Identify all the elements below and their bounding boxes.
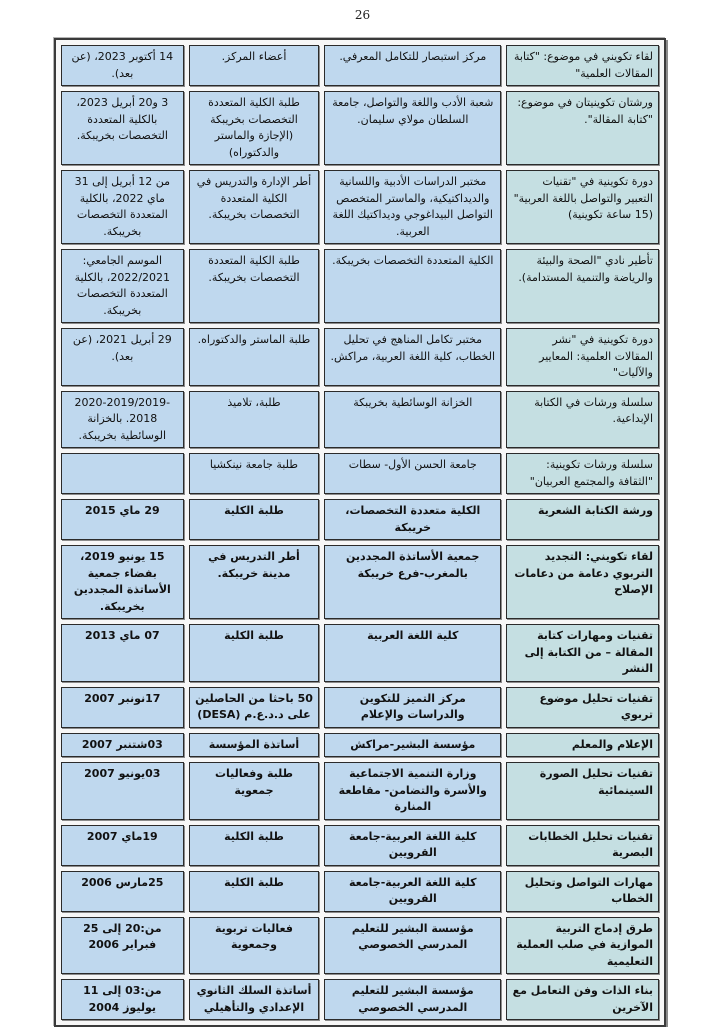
cell-audience: طلبة الكلية المتعددة التخصصات بخريبكة. [189, 249, 320, 323]
cell-audience: طلبة الماستر والدكتوراه. [189, 328, 320, 386]
table-row [61, 624, 659, 682]
cell-organizer: وزارة التنمية الاجتماعية والأسرة والتضامن- مقاطعة المنارة [324, 762, 501, 820]
cell-organizer: الخزانة الوسائطية بخريبكة [324, 391, 501, 449]
cell-audience: طلبة وفعاليات جمعوية [189, 762, 320, 820]
cell-audience: طلبة الكلية [189, 624, 320, 682]
cell-organizer: شعبة الأدب واللغة والتواصل، جامعة السلطان مولاي سليمان. [324, 91, 501, 165]
cell-date [61, 453, 184, 494]
table-row [61, 825, 659, 866]
activities-table-body [61, 45, 659, 1020]
cell-organizer: جمعية الأساتذة المجددين بالمغرب-فرع خريبكة [324, 545, 501, 619]
cell-date: من:03 إلى 11 يوليوز 2004 [61, 979, 184, 1020]
cell-audience: 50 باحثا من الحاصلين على د.د.ع.م (DESA) [189, 687, 320, 728]
table-row [61, 762, 659, 820]
cell-organizer: مختبر الدراسات الأدبية واللسانية والديداكتيكية، والماستر المتخصص التواصل البيداغوجي وديداكتيك اللغة العربية. [324, 170, 501, 244]
cell-audience: أساتذة السلك الثانوي الإعدادي والتأهيلي [189, 979, 320, 1020]
cell-audience: طلبة الكلية [189, 825, 320, 866]
cell-date: من:20 إلى 25 فبراير 2006 [61, 917, 184, 975]
cell-date: 07 ماي 2013 [61, 624, 184, 682]
cell-date: 19ماي 2007 [61, 825, 184, 866]
cell-audience: أطر الإدارة والتدريس في الكلية المتعددة التخصصات بخريبكة. [189, 170, 320, 244]
cell-date: 3 و20 أبريل 2023، بالكلية المتعددة التخصصات بخريبكة. [61, 91, 184, 165]
cell-organizer: مؤسسة البشير للتعليم المدرسي الخصوصي [324, 979, 501, 1020]
cell-activity-title: تقنيات تحليل موضوع تربوي [506, 687, 659, 728]
cell-audience: طلبة الكلية [189, 871, 320, 912]
table-row [61, 733, 659, 758]
cell-date: 17نونبر 2007 [61, 687, 184, 728]
table-row [61, 45, 659, 86]
table-row [61, 545, 659, 619]
cell-activity-title: لقاء تكويني في موضوع: "كتابة المقالات العلمية" [506, 45, 659, 86]
training-activities-table [54, 38, 666, 1027]
cell-audience: طلبة، تلاميذ [189, 391, 320, 449]
cell-activity-title: مهارات التواصل وتحليل الخطاب [506, 871, 659, 912]
cell-organizer: الكلية المتعددة التخصصات بخريبكة. [324, 249, 501, 323]
cell-date: 25مارس 2006 [61, 871, 184, 912]
cell-organizer: مركز التميز للتكوين والدراسات والإعلام [324, 687, 501, 728]
cell-audience: طلبة الكلية [189, 499, 320, 540]
cell-activity-title: ورشتان تكوينيتان في موضوع: "كتابة المقالة". [506, 91, 659, 165]
cell-date: 03شتنبر 2007 [61, 733, 184, 758]
cell-activity-title: طرق إدماج التربية الموازية في صلب العملية التعليمية [506, 917, 659, 975]
cell-activity-title: الإعلام والمعلم [506, 733, 659, 758]
cell-audience: أعضاء المركز. [189, 45, 320, 86]
table-row [61, 871, 659, 912]
cell-date: 15 يونيو 2019، بفضاء جمعية الأساتذة المجددين بخريبكة. [61, 545, 184, 619]
cell-activity-title: دورة تكوينية في "تقنيات التعبير والتواصل باللغة العربية" (15 ساعة تكوينية) [506, 170, 659, 244]
cell-activity-title: ورشة الكتابة الشعرية [506, 499, 659, 540]
cell-activity-title: تأطير نادي "الصحة والبيئة والرياضة والتنمية المستدامة). [506, 249, 659, 323]
cell-activity-title: تقنيات ومهارات كتابة المقالة – من الكتابة إلى النشر [506, 624, 659, 682]
cell-organizer: مؤسسة البشير-مراكش [324, 733, 501, 758]
cell-date: 2020-2019/2019-2018. بالخزانة الوسائطية بخريبكة. [61, 391, 184, 449]
table-row [61, 687, 659, 728]
cell-organizer: مركز استبصار للتكامل المعرفي. [324, 45, 501, 86]
table-row [61, 170, 659, 244]
page-number: 26 [354, 8, 371, 22]
cell-date: 03يونيو 2007 [61, 762, 184, 820]
table-row [61, 328, 659, 386]
cell-audience: طلبة جامعة نينكشيا [189, 453, 320, 494]
table-row [61, 499, 659, 540]
table-row [61, 91, 659, 165]
cell-activity-title: لقاء تكويني: التجديد التربوي دعامة من دعامات الإصلاح [506, 545, 659, 619]
cell-date: 14 أكتوبر 2023، (عن بعد). [61, 45, 184, 86]
cell-activity-title: تقنيات تحليل الخطابات البصرية [506, 825, 659, 866]
cell-organizer: مختبر تكامل المناهج في تحليل الخطاب، كلية اللغة العربية، مراكش. [324, 328, 501, 386]
table-row [61, 391, 659, 449]
cell-activity-title: تقنيات تحليل الصورة السينمائية [506, 762, 659, 820]
cell-activity-title: بناء الذات وفن التعامل مع الآخرين [506, 979, 659, 1020]
cell-date: 29 أبريل 2021، (عن بعد). [61, 328, 184, 386]
cell-date: من 12 أبريل إلى 31 ماي 2022، بالكلية المتعددة التخصصات بخريبكة. [61, 170, 184, 244]
cell-organizer: كلية اللغة العربية-جامعة القرويين [324, 825, 501, 866]
cell-organizer: مؤسسة البشير للتعليم المدرسي الخصوصي [324, 917, 501, 975]
cell-activity-title: دورة تكوينية في "نشر المقالات العلمية: المعايير والآليات" [506, 328, 659, 386]
cell-audience: فعاليات تربوية وجمعوية [189, 917, 320, 975]
cell-organizer: كلية اللغة العربية-جامعة القرويين [324, 871, 501, 912]
cell-activity-title: سلسلة ورشات تكوينية: "الثقافة والمجتمع العربيان" [506, 453, 659, 494]
cell-audience: أساتذة المؤسسة [189, 733, 320, 758]
table-row [61, 979, 659, 1020]
table-row [61, 917, 659, 975]
cell-audience: أطر التدريس في مدينة خريبكة. [189, 545, 320, 619]
cell-date: الموسم الجامعي: 2022/2021، بالكلية المتعددة التخصصات بخريبكة. [61, 249, 184, 323]
cell-activity-title: سلسلة ورشات في الكتابة الإبداعية. [506, 391, 659, 449]
cell-date: 29 ماي 2015 [61, 499, 184, 540]
cell-organizer: الكلية متعددة التخصصات، خريبكة [324, 499, 501, 540]
cell-organizer: جامعة الحسن الأول- سطات [324, 453, 501, 494]
cell-organizer: كلية اللغة العربية [324, 624, 501, 682]
cell-audience: طلبة الكلية المتعددة التخصصات بخريبكة (الإجازة والماستر والدكتوراه) [189, 91, 320, 165]
table-row [61, 453, 659, 494]
table-row [61, 249, 659, 323]
